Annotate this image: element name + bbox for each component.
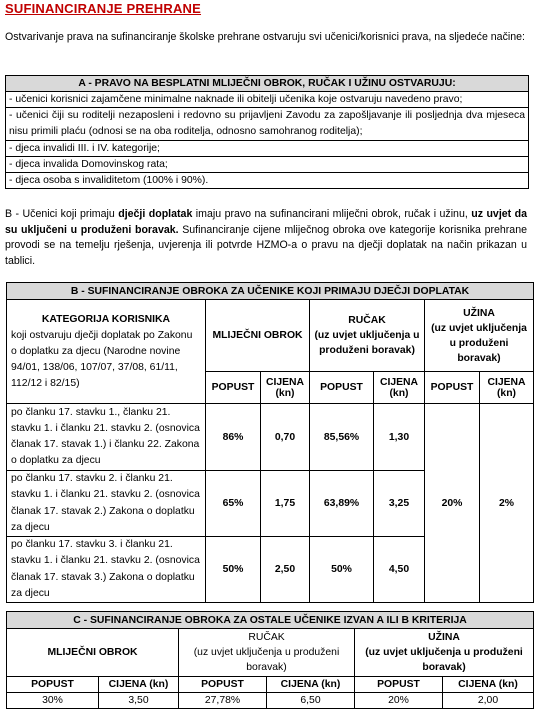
lunch-condition: (uz uvjet uključenja u produženi boravak): [193, 647, 340, 673]
category-cell: po članku 17. stavku 2. i članku 21. stavku 1. i članku 21. stavku 2. (osnovica članak 17. stavak 2.) Zakona o doplatku za djecu: [7, 471, 206, 537]
cijena-header: CIJENA (kn): [99, 677, 179, 693]
snack-popust-cell: 20%: [425, 404, 480, 603]
popust-header: POPUST: [355, 677, 443, 693]
popust-header: POPUST: [7, 677, 99, 693]
lunch-cijena-cell: 6,50: [267, 693, 355, 709]
section-b-text: imaju pravo na sufinancirani mliječni obrok, ručak i užinu,: [192, 208, 472, 220]
table-c-title: C - SUFINANCIRANJE OBROKA ZA OSTALE UČENIKE IZVAN A ILI B KRITERIJA: [7, 612, 534, 629]
lunch-popust-cell: 63,89%: [310, 471, 374, 537]
milk-header: MLIJEČNI OBROK: [206, 300, 310, 372]
popust-header: POPUST: [179, 677, 267, 693]
milk-popust-cell: 30%: [7, 693, 99, 709]
lunch-popust-cell: 85,56%: [310, 404, 374, 471]
lunch-label: RUČAK: [348, 315, 386, 326]
section-b-table: [6, 282, 534, 603]
snack-label: UŽINA: [463, 307, 495, 319]
lunch-label: RUČAK: [248, 632, 285, 643]
section-a-item: - učenici čiji su roditelji nezaposleni i redovno su prijavljeni Zavodu za zapošljavanje ili posljednja dva mjeseca nisu primili plaću (odnosi se na oba roditelja, odnosno samohranog roditelja);: [6, 108, 529, 141]
table-row: [7, 404, 534, 471]
snack-cijena-cell: 2%: [480, 404, 534, 603]
popust-header: POPUST: [206, 372, 261, 404]
lunch-popust-cell: 50%: [310, 537, 374, 603]
section-b-emphasis: uz uvjet da su uključeni u produženi boravak.: [5, 208, 527, 236]
section-a-table: [5, 75, 529, 189]
lunch-cijena-cell: 1,30: [374, 404, 425, 471]
lunch-cijena-cell: 4,50: [374, 537, 425, 603]
snack-condition: (uz uvjet uključenja u produženi boravak): [365, 647, 523, 673]
lunch-cijena-cell: 3,25: [374, 471, 425, 537]
section-b-text: B - Učenici koji primaju: [5, 208, 119, 220]
snack-condition: (uz uvjet uključenja u produženi boravak): [431, 322, 527, 364]
lunch-condition: (uz uvjet uključenja u produženi boravak): [314, 330, 420, 356]
section-b-paragraph: [5, 207, 527, 269]
category-description: koji ostvaruju dječji doplatak po Zakonu o doplatku za djecu (Narodne novine 94/01, 138/06, 107/07, 37/08, 61/11, 112/12 i 82/15): [11, 329, 193, 389]
milk-cijena-cell: 1,75: [261, 471, 310, 537]
section-a-item: - djeca invalidi III. i IV. kategorije;: [6, 141, 529, 157]
category-cell: po članku 17. stavku 1., članku 21. stavku 1. i članku 21. stavku 2. (osnovica članak 17. stavak 1.) i članku 22. Zakona o doplatku za djecu: [7, 404, 206, 471]
section-a-item: - djeca osoba s invaliditetom (100% i 90%).: [6, 173, 529, 189]
milk-popust-cell: 65%: [206, 471, 261, 537]
milk-header: MLIJEČNI OBROK: [7, 629, 179, 677]
popust-header: POPUST: [310, 372, 374, 404]
milk-cijena-cell: 0,70: [261, 404, 310, 471]
milk-popust-cell: 50%: [206, 537, 261, 603]
snack-popust-cell: 20%: [355, 693, 443, 709]
milk-cijena-cell: 3,50: [99, 693, 179, 709]
milk-cijena-cell: 2,50: [261, 537, 310, 603]
section-c-table: [6, 611, 534, 709]
category-header: [7, 300, 206, 404]
page-heading: SUFINANCIRANJE PREHRANE: [5, 1, 202, 16]
section-b-emphasis: dječji doplatak: [118, 208, 193, 220]
lunch-header: [310, 300, 425, 372]
table-row: [7, 693, 534, 709]
cijena-header: CIJENA (kn): [261, 372, 310, 404]
popust-header: POPUST: [425, 372, 480, 404]
cijena-header: CIJENA (kn): [374, 372, 425, 404]
snack-label: UŽINA: [428, 632, 460, 643]
lunch-popust-cell: 27,78%: [179, 693, 267, 709]
cijena-header: CIJENA (kn): [267, 677, 355, 693]
section-a-item: - djeca invalida Domovinskog rata;: [6, 157, 529, 173]
snack-header: [425, 300, 534, 372]
snack-cijena-cell: 2,00: [443, 693, 534, 709]
milk-popust-cell: 86%: [206, 404, 261, 471]
lunch-header: [179, 629, 355, 677]
cijena-header: CIJENA (kn): [480, 372, 534, 404]
intro-paragraph: Ostvarivanje prava na sufinanciranje školske prehrane ostvaruju svi učenici/korisnici prava, na sljedeće načine:: [5, 31, 525, 43]
category-cell: po članku 17. stavku 3. i članku 21. stavku 1. i članku 21. stavku 2. (osnovica članak 17. stavak 3.) Zakona o doplatku za djecu: [7, 537, 206, 603]
category-title: KATEGORIJA KORISNIKA: [41, 313, 171, 325]
snack-header: [355, 629, 534, 677]
section-b-text: Sufinanciranje cijene mliječnog obroka ove kategorije korisnika prehrane provodi se na temelju rješenja, uvjerenja ili potvrde HZMO-a o pravu na dječji doplatak na način prikazan u tablici.: [5, 223, 527, 267]
cijena-header: CIJENA (kn): [443, 677, 534, 693]
section-a-item: - učenici korisnici zajamčene minimalne naknade ili obitelji učenika koje ostvaruju navedeno pravo;: [6, 92, 529, 108]
section-a-title: A - PRAVO NA BESPLATNI MLIJEČNI OBROK, RUČAK I UŽINU OSTVARUJU:: [6, 76, 529, 92]
table-b-title: B - SUFINANCIRANJE OBROKA ZA UČENIKE KOJI PRIMAJU DJEČJI DOPLATAK: [7, 283, 534, 300]
